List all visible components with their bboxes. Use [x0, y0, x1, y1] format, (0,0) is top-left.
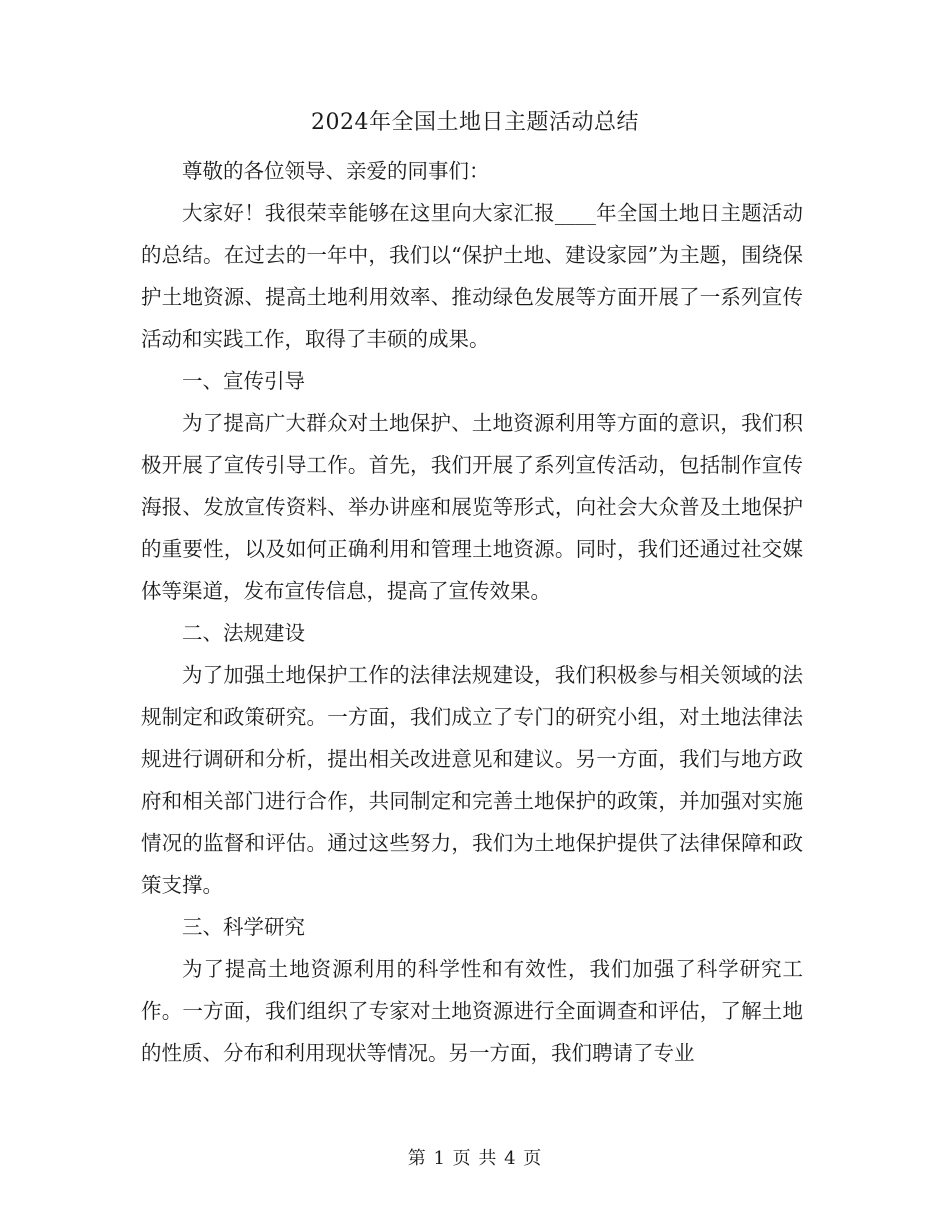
salutation-paragraph: 尊敬的各位领导、亲爱的同事们：	[182, 159, 490, 183]
regulations-paragraph: 为了加强土地保护工作的法律法规建设，我们积极参与相关领域的法规制定和政策研究。一方面，我们成立了专门的研究小组，对土地法律法规进行调研和分析，提出相关改进意见和建议。另一方面，我们与地方政府和相关部门进行合作，共同制定和完善土地保护的政策，并加强对实施情况的监督和评估。通过这些努力，我们为土地保护提供了法律保障和政策支撑。	[141, 663, 803, 897]
section-heading-regulations: 二、法规建设	[182, 621, 305, 645]
research-paragraph: 为了提高土地资源利用的科学性和有效性，我们加强了科学研究工作。一方面，我们组织了专家对土地资源进行全面调查和评估，了解土地的性质、分布和利用现状等情况。另一方面，我们聘请了专业	[141, 957, 803, 1065]
document-title: 2024年全国土地日主题活动总结	[311, 110, 639, 135]
intro-paragraph: 大家好！我很荣幸能够在这里向大家汇报____年全国土地日主题活动的总结。在过去的一年中，我们以“保护土地、建设家园”为主题，围绕保护土地资源、提高土地利用效率、推动绿色发展等方面开展了一系列宣传活动和实践工作，取得了丰硕的成果。	[141, 201, 803, 351]
document-body	[141, 150, 803, 1074]
section-heading-publicity: 一、宣传引导	[182, 369, 305, 393]
page-number-footer: 第 1 页 共 4 页	[407, 1148, 543, 1169]
publicity-paragraph: 为了提高广大群众对土地保护、土地资源利用等方面的意识，我们积极开展了宣传引导工作。首先，我们开展了系列宣传活动，包括制作宣传海报、发放宣传资料、举办讲座和展览等形式，向社会大众普及土地保护的重要性，以及如何正确利用和管理土地资源。同时，我们还通过社交媒体等渠道，发布宣传信息，提高了宣传效果。	[141, 411, 803, 603]
section-heading-research: 三、科学研究	[182, 915, 305, 939]
